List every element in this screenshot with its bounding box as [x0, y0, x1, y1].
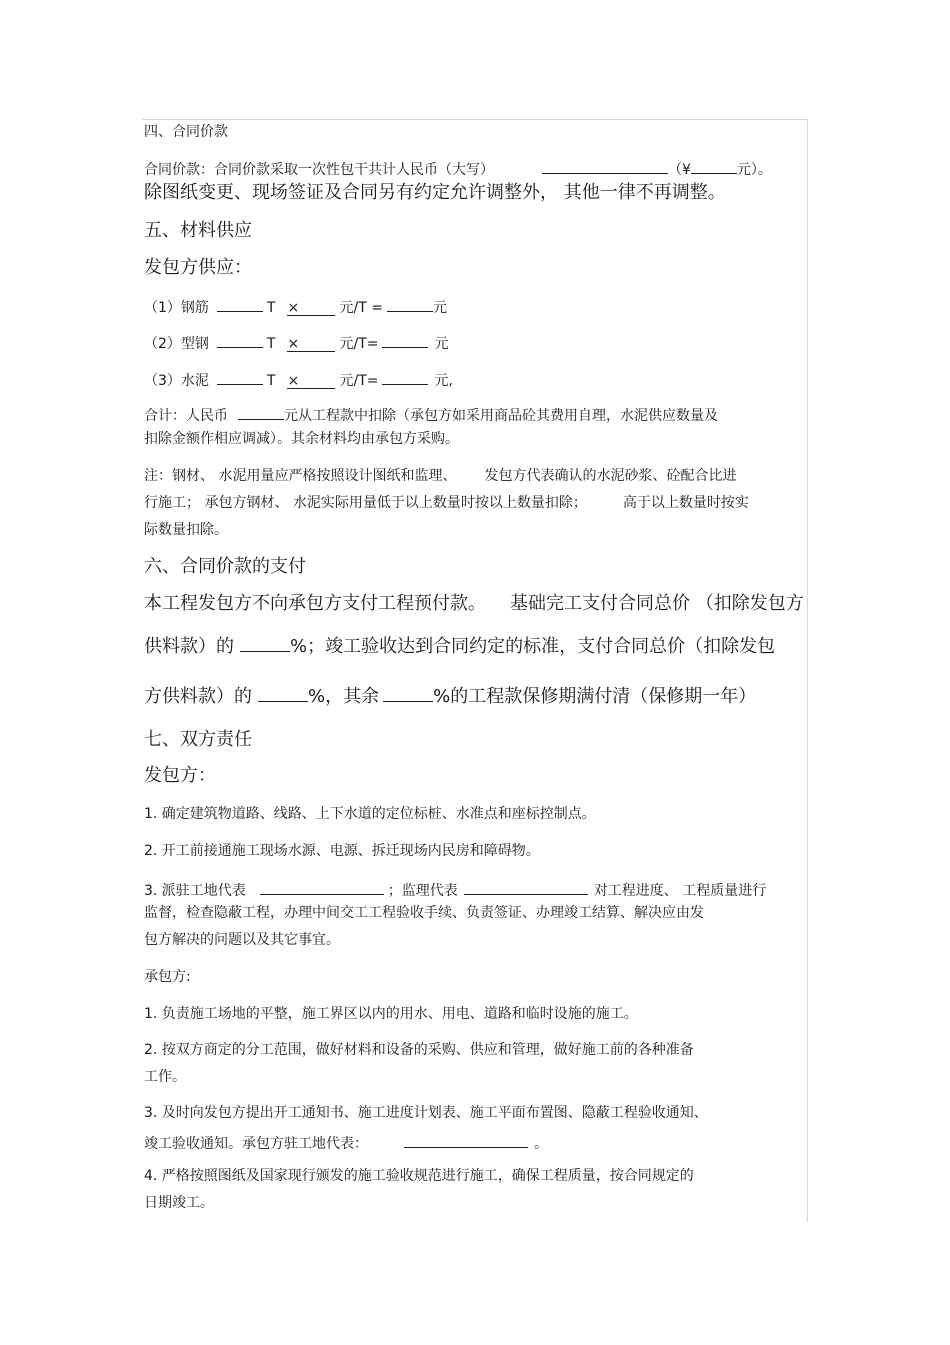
payment-line-2: [144, 633, 775, 656]
yuan-label: 元: [434, 336, 449, 352]
total-blank: [238, 405, 284, 420]
percent-blank: [240, 633, 290, 652]
employer-duty-1: 1. 确定建筑物道路、线路、上下水道的定位标桩、水准点和座标控制点。: [144, 806, 596, 822]
duty-text: 3. 派驻工地代表: [144, 883, 246, 899]
section-7-heading: 七、双方责任: [144, 729, 252, 750]
employer-duty-3: [144, 880, 766, 898]
yen-open: （¥: [668, 162, 691, 178]
contractor-duty-2-line-2: 工作。: [144, 1069, 186, 1085]
payment-text: 供料款）的: [144, 636, 234, 657]
payment-text: 基础完工支付合同总价 （扣除发包方: [510, 593, 804, 614]
unit-t: T: [266, 373, 276, 389]
yuan-label: 元,: [434, 373, 453, 389]
total-prefix: 合计：人民币: [144, 408, 228, 424]
unit-price-label: 元/T=: [339, 336, 379, 352]
contractor-duty-3-line-2: [144, 1133, 548, 1151]
section-5-heading: 五、材料供应: [144, 220, 252, 241]
price-blank: [287, 337, 335, 352]
total-line-2: 扣除金额作相应调减）。其余材料均由承包方采购。: [144, 431, 459, 447]
payment-text: 方供料款）的: [144, 686, 252, 707]
employer-label: 发包方：: [144, 765, 216, 786]
contractor-label: 承包方:: [144, 969, 191, 985]
price-yen-blank: [691, 159, 737, 174]
note-line-3: 际数量扣除。: [144, 522, 228, 538]
supervisor-blank: [464, 880, 588, 895]
contractor-duty-4-line-2: 日期竣工。: [144, 1195, 214, 1211]
total-suffix: 元从工程款中扣除（承包方如采用商品砼其费用自理，水泥供应数量及: [284, 408, 718, 424]
material-item-section-steel: [144, 333, 448, 352]
times-sign: ×: [287, 336, 300, 352]
price-line: [144, 159, 772, 177]
item-label: （2）型钢: [144, 336, 209, 352]
price-blank: [287, 301, 335, 316]
tonnage-blank: [217, 333, 263, 348]
price-adjust-note: 除图纸变更、现场签证及合同另有约定允许调整外， 其他一律不再调整。: [144, 182, 726, 203]
amount-blank: [382, 333, 428, 348]
note-text: 发包方代表确认的水泥砂浆、砼配合比进: [484, 468, 737, 484]
item-label: （3）水泥: [144, 373, 209, 389]
payment-text: %；竣工验收达到合同约定的标准，支付合同总价（扣除发包: [290, 636, 776, 657]
section-6-heading: 六、合同价款的支付: [144, 556, 306, 577]
material-item-cement: [144, 370, 453, 389]
amount-blank: [382, 370, 428, 385]
employer-duty-3-line-2: 监督，检查隐蔽工程，办理中间交工工程验收手续、负责签证、办理竣工结算、解决应由发: [144, 905, 704, 921]
price-words-blank: [542, 159, 668, 174]
section-4-heading: 四、合同价款: [144, 124, 228, 140]
contractor-duty-3: 3. 及时向发包方提出开工通知书、施工进度计划表、施工平面布置图、隐蔽工程验收通知、: [144, 1105, 708, 1121]
unit-price-label: 元/T=: [339, 373, 379, 389]
total-line: [144, 405, 718, 423]
site-rep-blank: [260, 880, 384, 895]
times-sign: ×: [287, 373, 300, 389]
tonnage-blank: [217, 370, 263, 385]
tonnage-blank: [217, 297, 263, 312]
contractor-rep-blank: [404, 1133, 528, 1148]
unit-t: T: [266, 336, 276, 352]
payment-text: %的工程款保修期满付清（保修期一年）: [433, 686, 757, 707]
payment-line-1: [144, 595, 804, 613]
payment-text: %，其余: [308, 686, 380, 707]
employer-supply-label: 发包方供应：: [144, 257, 252, 278]
note-text: 注：钢材、 水泥用量应严格按照设计图纸和监理、: [144, 468, 457, 484]
price-prefix: 合同价款：合同价款采取一次性包干共计人民币（大写）: [144, 162, 494, 178]
price-blank: [287, 374, 335, 389]
payment-line-3: [144, 683, 756, 706]
employer-duty-3-line-3: 包方解决的问题以及其它事宜。: [144, 932, 340, 948]
duty-text: 竣工验收通知。承包方驻工地代表：: [144, 1136, 368, 1152]
contractor-duty-2: 2. 按双方商定的分工范围，做好材料和设备的采购、供应和管理，做好施工前的各种准备: [144, 1042, 694, 1058]
times-sign: ×: [287, 300, 300, 316]
unit-t: T: [266, 300, 276, 316]
percent-blank: [383, 683, 433, 702]
material-item-steel: [144, 297, 447, 316]
duty-text: 对工程进度、 工程质量进行: [593, 883, 767, 899]
contractor-duty-1: 1. 负责施工场地的平整，施工界区以内的用水、用电、道路和临时设施的施工。: [144, 1006, 638, 1022]
contractor-duty-4: 4. 严格按照图纸及国家现行颁发的施工验收规范进行施工，确保工程质量，按合同规定的: [144, 1168, 694, 1184]
amount-blank: [387, 297, 433, 312]
yen-close: 元）。: [736, 162, 772, 178]
unit-price-label: 元/T =: [339, 300, 383, 316]
payment-text: 本工程发包方不向承包方支付工程预付款。: [144, 593, 486, 614]
note-line-1: [144, 469, 736, 483]
note-text: 高于以上数量时按实: [622, 495, 749, 511]
percent-blank: [258, 683, 308, 702]
note-text: 行施工； 承包方钢材、 水泥实际用量低于以上数量时按以上数量扣除；: [144, 495, 587, 511]
employer-duty-2: 2. 开工前接通施工现场水源、电源、拆迁现场内民房和障碍物。: [144, 843, 540, 859]
item-label: （1）钢筋: [144, 300, 209, 316]
yuan-label: 元: [432, 300, 447, 316]
duty-text: 。: [534, 1136, 548, 1152]
note-line-2: [144, 496, 749, 510]
duty-text: ；监理代表: [387, 883, 458, 899]
